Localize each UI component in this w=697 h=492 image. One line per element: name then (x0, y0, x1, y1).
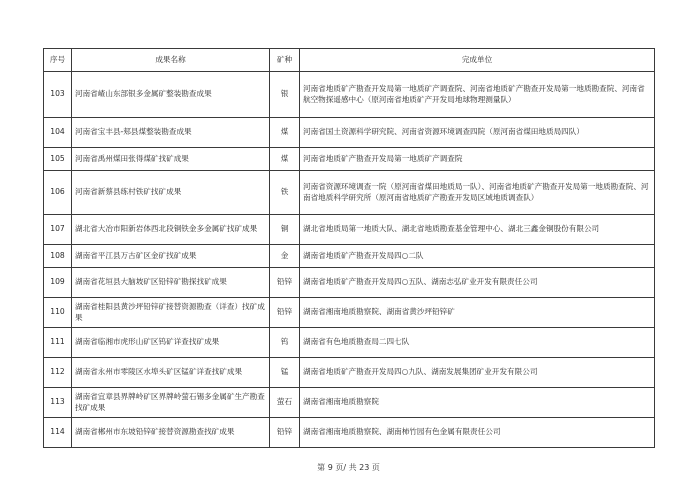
row-name: 湖南省花垣县大脑坡矿区铅锌矿勘探找矿成果 (72, 268, 270, 298)
header-name: 成果名称 (72, 49, 270, 72)
row-mineral: 锰 (270, 358, 300, 388)
row-unit: 湖南省地质矿产勘查开发局四○五队、湖南志弘矿业开发有限责任公司 (300, 268, 655, 298)
row-no: 111 (44, 328, 72, 358)
row-no: 110 (44, 298, 72, 328)
row-mineral: 煤 (270, 118, 300, 148)
row-no: 106 (44, 171, 72, 215)
row-unit: 湖南省地质矿产勘查开发局四○二队 (300, 245, 655, 268)
row-no: 103 (44, 72, 72, 118)
row-unit: 湖北省地质局第一地质大队、湖北省地质勘查基金管理中心、湖北三鑫金铜股份有限公司 (300, 215, 655, 245)
row-mineral: 钨 (270, 328, 300, 358)
table-row (44, 388, 655, 418)
row-unit: 湖南省湘南地质勘察院、湖南省黄沙坪铅锌矿 (300, 298, 655, 328)
row-unit: 湖南省有色地质勘查局二四七队 (300, 328, 655, 358)
row-unit: 河南省资源环境调查一院（原河南省煤田地质局一队）、河南省地质矿产勘查开发局第一地质勘查院、河南省地质科学研究所（原河南省地质矿产勘查开发局区域地质调查队） (300, 171, 655, 215)
row-mineral: 铁 (270, 171, 300, 215)
table-row (44, 268, 655, 298)
row-no: 113 (44, 388, 72, 418)
row-name: 湖南省宜章县界牌岭矿区界牌岭萤石锡多金属矿生产勘查找矿成果 (72, 388, 270, 418)
row-mineral: 银 (270, 72, 300, 118)
row-no: 112 (44, 358, 72, 388)
row-unit: 湖南省地质矿产勘查开发局四○九队、湖南发展集团矿业开发有限公司 (300, 358, 655, 388)
row-mineral: 铅锌 (270, 298, 300, 328)
row-unit: 河南省国土资源科学研究院、河南省资源环境调查四院（原河南省煤田地质局四队） (300, 118, 655, 148)
table-row (44, 148, 655, 171)
header-mineral: 矿种 (270, 49, 300, 72)
table-row (44, 72, 655, 118)
table-row (44, 358, 655, 388)
row-name: 湖南省郴州市东坡铅锌矿接替资源勘查找矿成果 (72, 418, 270, 448)
row-name: 河南省禹州煤田张得煤矿找矿成果 (72, 148, 270, 171)
row-name: 河南省嵖山东部银多金属矿整装勘查成果 (72, 72, 270, 118)
row-mineral: 铅锌 (270, 268, 300, 298)
row-no: 104 (44, 118, 72, 148)
row-unit: 河南省地质矿产勘查开发局第一地质矿产调查院、河南省地质矿产勘查开发局第一地质勘查院、河南省航空物探遥感中心（原河南省地质矿产开发局地球物理测量队） (300, 72, 655, 118)
row-name: 湖南省临湘市虎形山矿区钨矿详查找矿成果 (72, 328, 270, 358)
row-mineral: 煤 (270, 148, 300, 171)
row-unit: 河南省地质矿产勘查开发局第一地质矿产调查院 (300, 148, 655, 171)
row-name: 湖南省永州市零陵区水埠头矿区锰矿详查找矿成果 (72, 358, 270, 388)
row-no: 107 (44, 215, 72, 245)
results-table (43, 48, 655, 448)
row-name: 湖南省桂阳县黄沙坪铅锌矿接替资源勘查（详查）找矿成果 (72, 298, 270, 328)
row-unit: 湖南省湘南地质勘察院、湖南柿竹园有色金属有限责任公司 (300, 418, 655, 448)
row-no: 108 (44, 245, 72, 268)
row-name: 河南省新蔡县练村铁矿找矿成果 (72, 171, 270, 215)
header-unit: 完成单位 (300, 49, 655, 72)
header-no: 序号 (44, 49, 72, 72)
table-header-row (44, 49, 655, 72)
row-mineral: 萤石 (270, 388, 300, 418)
table-row (44, 298, 655, 328)
table-row (44, 418, 655, 448)
row-name: 河南省宝丰县-郏县煤整装勘查成果 (72, 118, 270, 148)
row-unit: 湖南省湘南地质勘察院 (300, 388, 655, 418)
table-row (44, 118, 655, 148)
table-row (44, 328, 655, 358)
row-no: 105 (44, 148, 72, 171)
row-mineral: 铜 (270, 215, 300, 245)
table-row (44, 171, 655, 215)
row-name: 湖北省大冶市阳新岩体西北段铜铁金多金属矿找矿成果 (72, 215, 270, 245)
row-mineral: 铅锌 (270, 418, 300, 448)
row-mineral: 金 (270, 245, 300, 268)
page-footer: 第 9 页/ 共 23 页 (317, 463, 380, 472)
table-row (44, 215, 655, 245)
row-no: 109 (44, 268, 72, 298)
row-name: 湖南省平江县万古矿区金矿找矿成果 (72, 245, 270, 268)
row-no: 114 (44, 418, 72, 448)
table-row (44, 245, 655, 268)
